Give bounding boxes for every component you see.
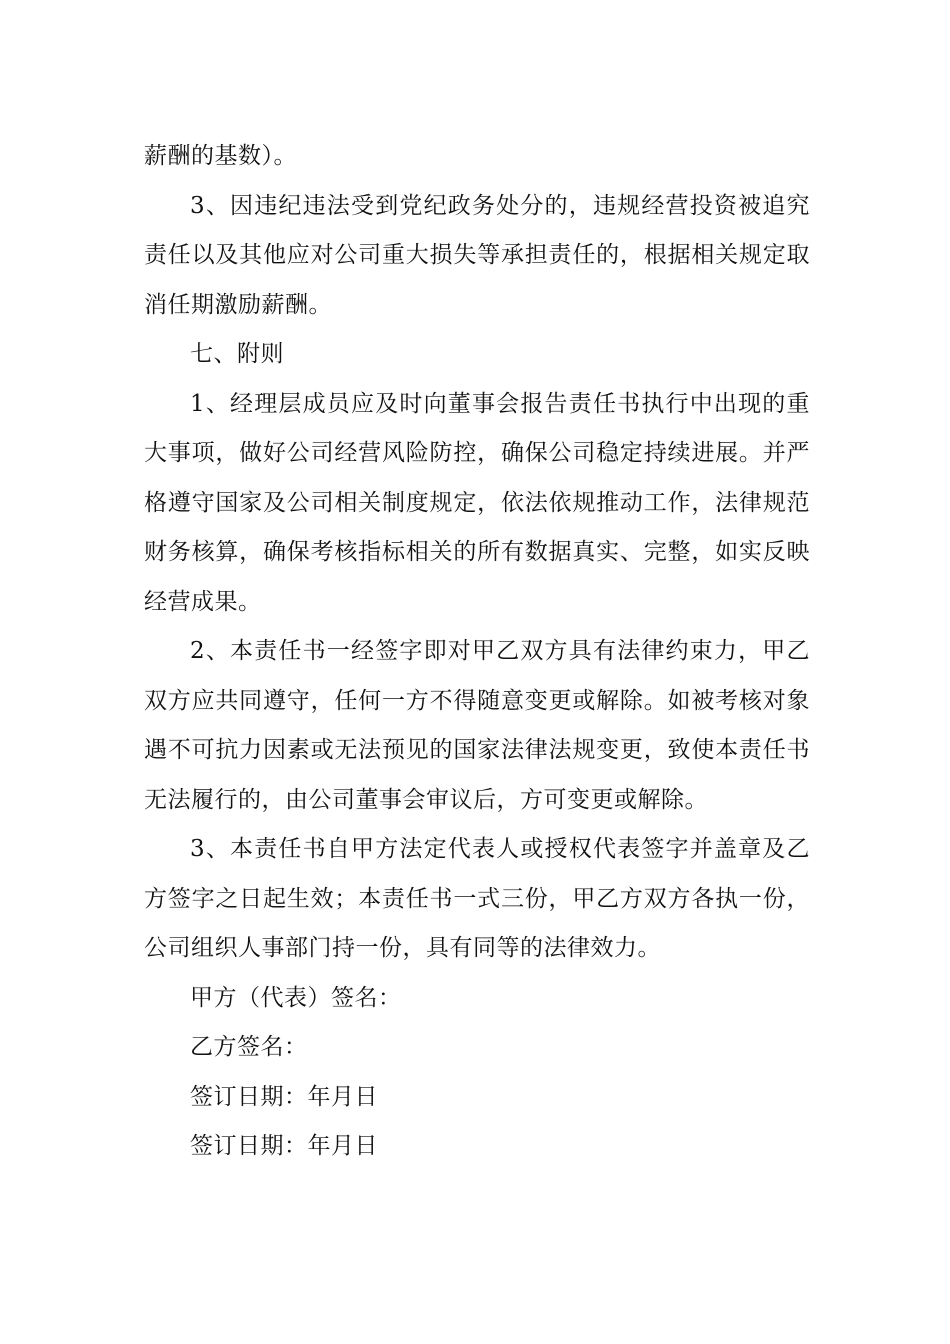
signature-party-b: 乙方签名： xyxy=(190,1034,308,1060)
signing-date-2: 签订日期：年月日 xyxy=(190,1133,378,1159)
paragraph-appendix-item-2: 2、本责任书一经签字即对甲乙双方具有法律约束力，甲乙双方应共同遵守，任何一方不得随意变更或解除。如被考核对象遇不可抗力因素或无法预见的国家法律法规变更，致使本责任书无法履行的，由公司董事会审议后，方可变更或解除。 xyxy=(144,638,810,813)
paragraph-cancel-incentive: 3、因违纪违法受到党纪政务处分的，违规经营投资被追究责任以及其他应对公司重大损失等承担责任的，根据相关规定取消任期激励薪酬。 xyxy=(144,192,810,318)
paragraph-appendix-item-3: 3、本责任书自甲方法定代表人或授权代表签字并盖章及乙方签字之日起生效；本责任书一式三份，甲乙方双方各执一份，公司组织人事部门持一份，具有同等的法律效力。 xyxy=(144,836,810,961)
section-heading-appendix: 七、附则 xyxy=(190,341,284,367)
paragraph-salary-base-end: 薪酬的基数）。 xyxy=(144,143,297,169)
signing-date-1: 签订日期：年月日 xyxy=(190,1083,378,1110)
document-body xyxy=(144,132,810,1172)
signature-party-a: 甲方（代表）签名： xyxy=(190,984,402,1011)
paragraph-appendix-item-1: 1、经理层成员应及时向董事会报告责任书执行中出现的重大事项，做好公司经营风险防控，确保公司稳定持续进展。并严格遵守国家及公司相关制度规定，依法依规推动工作，法律规范财务核算，确保考核指标相关的所有数据真实、完整，如实反映经营成果。 xyxy=(144,390,810,615)
